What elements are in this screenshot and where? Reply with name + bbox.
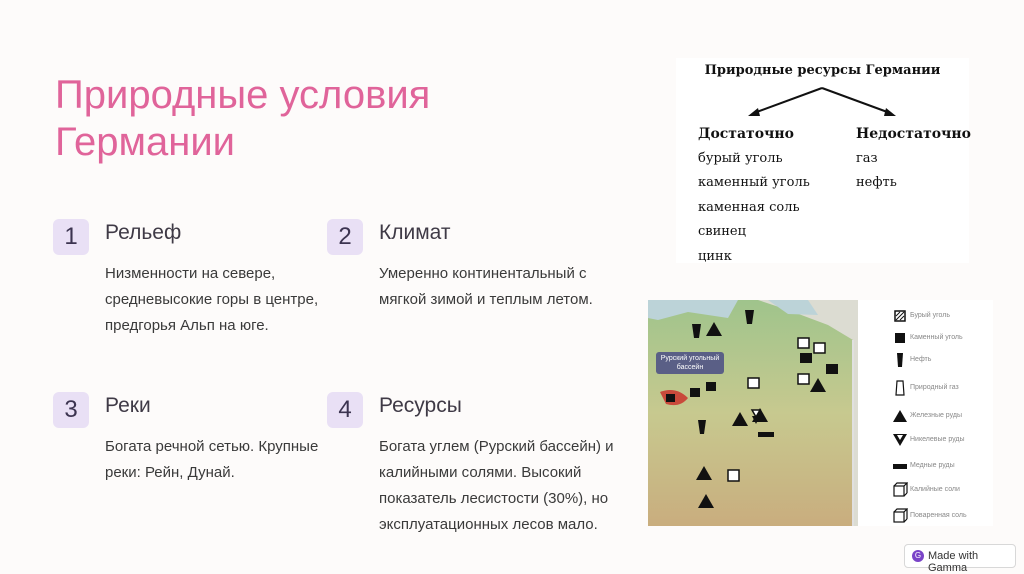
- insufficient-item: газ: [856, 150, 878, 166]
- legend-item: Природный газ: [892, 380, 992, 396]
- item-heading: Ресурсы: [379, 394, 462, 417]
- item-climate: [327, 219, 593, 349]
- resources-scheme-image: [676, 58, 969, 263]
- triangle-icon: [892, 408, 908, 424]
- cube-icon: [892, 482, 908, 498]
- item-relief: [53, 219, 319, 369]
- insufficient-item: нефть: [856, 175, 897, 190]
- insufficient-column: [856, 122, 971, 196]
- sufficient-heading: Достаточно: [698, 126, 794, 142]
- legend-item: Нефть: [892, 352, 992, 368]
- scheme-title: Природные ресурсы Германии: [704, 63, 941, 78]
- insufficient-heading: Недостаточно: [856, 126, 971, 142]
- item-number: 1: [53, 219, 89, 255]
- sufficient-item: бурый уголь: [698, 150, 783, 166]
- item-heading: Рельеф: [105, 221, 182, 244]
- legend-item: Поваренная соль: [892, 508, 992, 524]
- gas-trapezoid-icon: [892, 380, 908, 396]
- sufficient-item: каменная соль: [698, 199, 800, 215]
- legend-item: Никелевые руды: [892, 432, 992, 448]
- oil-trapezoid-icon: [892, 352, 908, 368]
- item-text: Богата речной сетью. Крупные реки: Рейн, Дунай.: [105, 438, 319, 481]
- item-heading: Климат: [379, 221, 451, 244]
- ruhr-basin-label: Рурский угольный бассейн: [656, 352, 724, 374]
- item-rivers: [53, 392, 319, 522]
- bar-icon: [892, 458, 908, 474]
- legend-item: Каменный уголь: [892, 330, 992, 346]
- scheme-arrows: [676, 58, 969, 128]
- item-number: 4: [327, 392, 363, 428]
- item-text: Умеренно континентальный с мягкой зимой и теплым летом.: [379, 265, 593, 308]
- legend-item: Железные руды: [892, 408, 992, 424]
- gamma-logo-icon: G: [912, 550, 924, 562]
- made-with-gamma-badge[interactable]: [904, 544, 1016, 574]
- item-resources: [327, 392, 614, 562]
- item-heading: Реки: [105, 394, 151, 417]
- hatched-square-icon: [892, 308, 908, 324]
- sufficient-item: свинец: [698, 224, 746, 239]
- legend-item: Калийные соли: [892, 482, 992, 498]
- black-square-icon: [892, 330, 908, 346]
- item-number: 3: [53, 392, 89, 428]
- cube-outline-icon: [892, 508, 908, 524]
- sufficient-item: цинк: [698, 248, 732, 264]
- legend-item: Медные руды: [892, 458, 992, 474]
- item-number: 2: [327, 219, 363, 255]
- legend-item: Бурый уголь: [892, 308, 992, 324]
- inverted-triangle-icon: [892, 432, 908, 448]
- item-text: Низменности на севере, средневысокие горы в центре, предгорья Альп на юге.: [105, 265, 319, 334]
- sufficient-item: каменный уголь: [698, 175, 810, 190]
- page-title: Природные условия Германии: [55, 73, 431, 164]
- badge-label: Made with Gamma: [928, 550, 979, 574]
- item-text: Богата углем (Рурский бассейн) и калийными солями. Высокий показатель лесистости (30%), но эксплуатационных лесов мало.: [379, 438, 614, 533]
- sufficient-column: [698, 122, 810, 269]
